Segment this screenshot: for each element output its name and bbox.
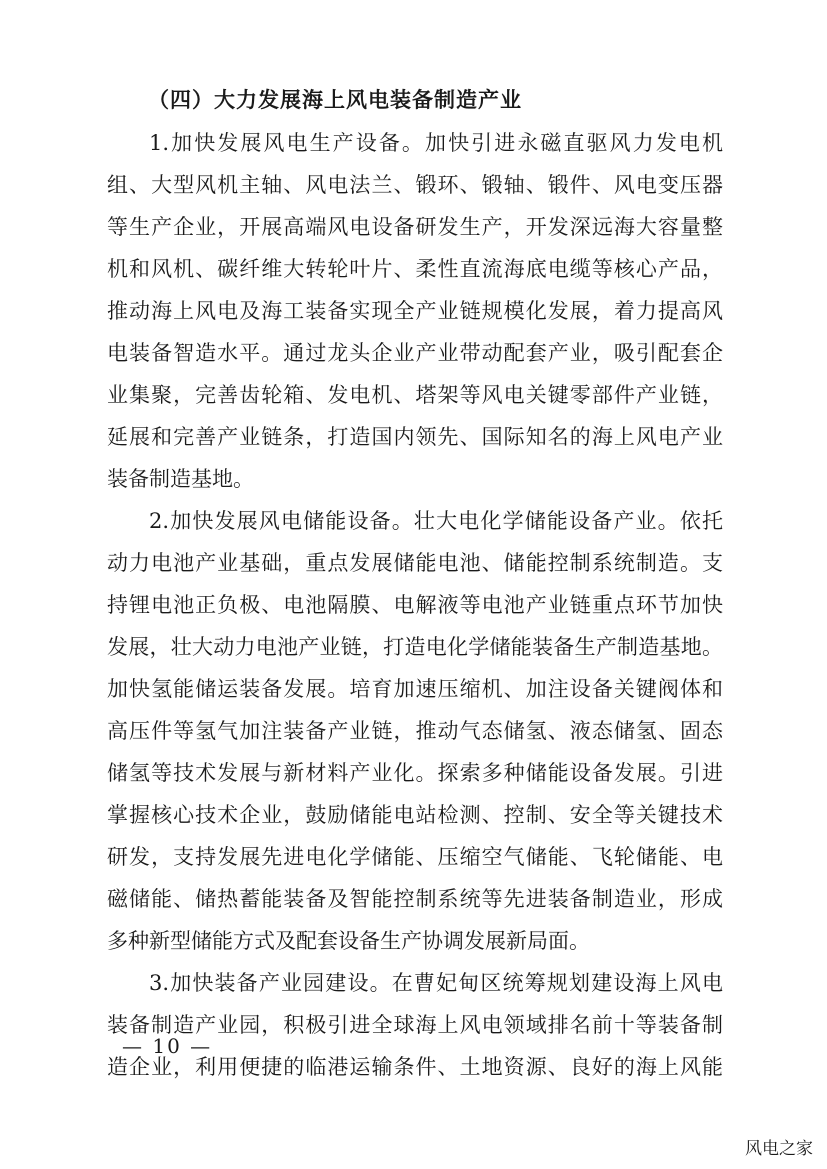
text-line: 研发，支持发展先进电化学储能、压缩空气储能、飞轮储能、电 bbox=[107, 845, 723, 869]
text-line: 掌握核心技术企业，鼓励储能电站检测、控制、安全等关键技术 bbox=[107, 803, 723, 827]
text-line: 电装备智造水平。通过龙头企业产业带动配套产业，吸引配套企 bbox=[107, 341, 723, 365]
text-line: 机和风机、碳纤维大转轮叶片、柔性直流海底电缆等核心产品， bbox=[107, 257, 723, 281]
text-line: 发展，壮大动力电池产业链，打造电化学储能装备生产制造基地。 bbox=[107, 635, 723, 659]
text-line: 2.加快发展风电储能设备。壮大电化学储能设备产业。依托 bbox=[149, 509, 723, 533]
page-number: — 10 — bbox=[122, 1034, 213, 1058]
text-line: 装备制造基地。 bbox=[107, 467, 254, 491]
text-line: 多种新型储能方式及配套设备生产协调发展新局面。 bbox=[107, 929, 590, 953]
text-line: 延展和完善产业链条，打造国内领先、国际知名的海上风电产业 bbox=[107, 425, 723, 449]
text-line: 等生产企业，开展高端风电设备研发生产，开发深远海大容量整 bbox=[107, 215, 723, 239]
text-line: 3.加快装备产业园建设。在曹妃甸区统筹规划建设海上风电 bbox=[149, 971, 723, 995]
section-heading: （四）大力发展海上风电装备制造产业 bbox=[148, 88, 522, 112]
text-line: 磁储能、储热蓄能装备及智能控制系统等先进装备制造业，形成 bbox=[107, 887, 723, 911]
text-line: 1.加快发展风电生产设备。加快引进永磁直驱风力发电机 bbox=[149, 131, 723, 155]
text-line: 动力电池产业基础，重点发展储能电池、储能控制系统制造。支 bbox=[107, 551, 723, 575]
text-line: 加快氢能储运装备发展。培育加速压缩机、加注设备关键阀体和 bbox=[107, 677, 723, 701]
text-line: 装备制造产业园，积极引进全球海上风电领域排名前十等装备制 bbox=[107, 1013, 723, 1037]
watermark: 风电之家 bbox=[745, 1139, 813, 1159]
text-line: 储氢等技术发展与新材料产业化。探索多种储能设备发展。引进 bbox=[107, 761, 723, 785]
text-line: 业集聚，完善齿轮箱、发电机、塔架等风电关键零部件产业链， bbox=[107, 383, 723, 407]
text-line: 持锂电池正负极、电池隔膜、电解液等电池产业链重点环节加快 bbox=[107, 593, 723, 617]
text-line: 造企业，利用便捷的临港运输条件、土地资源、良好的海上风能 bbox=[107, 1055, 723, 1079]
text-line: 推动海上风电及海工装备实现全产业链规模化发展，着力提高风 bbox=[107, 299, 723, 323]
text-line: 组、大型风机主轴、风电法兰、锻环、锻轴、锻件、风电变压器 bbox=[107, 173, 723, 197]
text-line: 高压件等氢气加注装备产业链，推动气态储氢、液态储氢、固态 bbox=[107, 719, 723, 743]
